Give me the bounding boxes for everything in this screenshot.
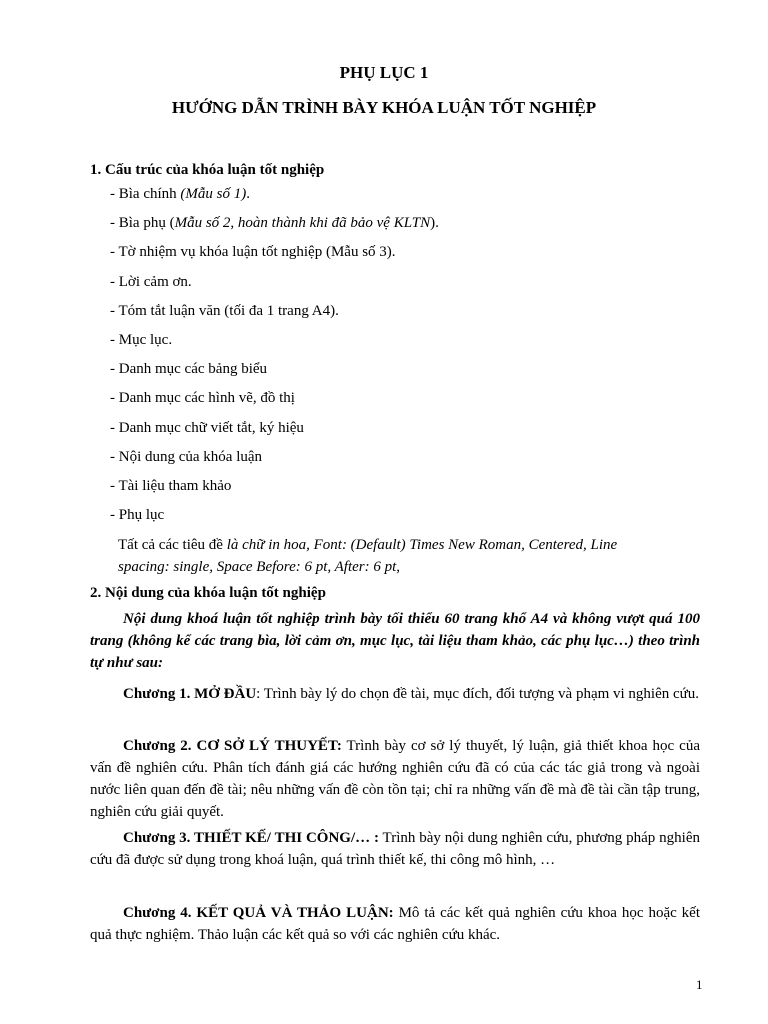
- list-item-text: - Tài liệu tham khảo: [110, 478, 232, 494]
- list-item-text: - Mục lục.: [110, 332, 173, 348]
- list-item-text: - Tờ nhiệm vụ khóa luận tốt nghiệp (Mẫu số 3).: [110, 244, 396, 261]
- section1-note: [118, 534, 678, 578]
- list-item: [110, 332, 172, 349]
- list-item: [110, 420, 304, 437]
- chapter-1: [90, 683, 700, 705]
- section1-heading: 1. Cấu trúc của khóa luận tốt nghiệp: [90, 162, 325, 178]
- list-item: [110, 361, 267, 378]
- chapter-2-lead: Chương 2. CƠ SỞ LÝ THUYẾT:: [123, 738, 342, 754]
- chapter-3-text: Trình bày nội dung nghiên cứu, phương pháp nghiên cứu đã được sử dụng trong khoá luận, quá trình thiết kế, thi công mô hình, …: [90, 830, 700, 868]
- note-italic: là chữ in hoa, Font: (Default) Times New Roman, Centered, Line: [226, 537, 618, 553]
- chapter-4-lead: Chương 4. KẾT QUẢ VÀ THẢO LUẬN:: [123, 905, 394, 921]
- chapter-4: [90, 902, 700, 946]
- note-plain: Tất cả các tiêu đề: [118, 537, 227, 553]
- list-item-text: - Phụ lục: [110, 507, 165, 524]
- list-item: [110, 303, 339, 320]
- chapter-2: [90, 735, 700, 823]
- chapter-1-text: : Trình bày lý do chọn đề tài, mục đích, đối tượng và phạm vi nghiên cứu.: [256, 686, 700, 702]
- chapter-4-text: Mô tả các kết quả nghiên cứu khoa học hoặc kết quả thực nghiệm. Thảo luận các kết quả so với các nghiên cứu khác.: [90, 905, 701, 943]
- list-item: [110, 390, 295, 407]
- chapter-3-lead: Chương 3. THIẾT KẾ/ THI CÔNG/… :: [123, 830, 379, 846]
- list-item: [110, 478, 231, 495]
- list-item: [110, 186, 250, 203]
- list-item-text: - Tóm tắt luận văn (tối đa 1 trang A4).: [110, 302, 339, 319]
- chapter-1-lead: Chương 1. MỞ ĐẦU: [123, 686, 257, 702]
- page-title: PHỤ LỤC 1: [339, 63, 429, 82]
- list-item-text: - Lời cảm ơn.: [110, 273, 192, 290]
- section2-intro-text: Nội dung khoá luận tốt nghiệp trình bày tối thiểu 60 trang khổ A4 và không vượt quá 100 trang (không kể các trang bìa, lời cảm ơn, mục lục, tài liệu tham khảo, các phụ lục…) theo trình tự như sau:: [90, 611, 700, 671]
- list-item-tail: .: [246, 186, 250, 202]
- list-item-text: - Danh mục các hình vẽ, đồ thị: [110, 390, 295, 407]
- section2-heading: 2. Nội dung của khóa luận tốt nghiệp: [90, 585, 326, 601]
- list-item: [110, 449, 262, 466]
- chapter-3: [90, 827, 700, 871]
- page-number: 1: [696, 977, 703, 992]
- list-item-italic: (Mẫu số 1): [180, 186, 247, 202]
- list-item-text: - Bìa phụ (: [110, 215, 175, 232]
- list-item-text: - Danh mục các bảng biểu: [110, 361, 268, 378]
- section2-intro: [90, 608, 700, 674]
- list-item-text: - Danh mục chữ viết tắt, ký hiệu: [110, 419, 304, 436]
- list-item-text: - Nội dung của khóa luận: [110, 448, 263, 465]
- list-item: [110, 215, 439, 232]
- note-italic-2: spacing: single, Space Before: 6 pt, After: 6 pt,: [118, 559, 401, 575]
- page-subtitle: HƯỚNG DẪN TRÌNH BÀY KHÓA LUẬN TỐT NGHIỆP: [171, 98, 597, 117]
- list-item: [110, 274, 192, 291]
- list-item: [110, 244, 396, 261]
- list-item-text: - Bìa chính: [110, 186, 181, 202]
- list-item-tail: ).: [430, 215, 439, 232]
- list-item-italic: Mẫu số 2, hoàn thành khi đã bảo vệ KLTN: [174, 215, 431, 232]
- chapter-2-text: Trình bày cơ sở lý thuyết, lý luận, giả thiết khoa học của vấn đề nghiên cứu. Phân tích đánh giá các hướng nghiên cứu đã có của các tác giả trong và ngoài nước liên quan đến đề tài; nêu những vấn đề còn tồn tại; chỉ ra những vấn đề mà đề tài cần tập trung, nghiên cứu giải quyết.: [90, 738, 700, 820]
- list-item: [110, 507, 164, 524]
